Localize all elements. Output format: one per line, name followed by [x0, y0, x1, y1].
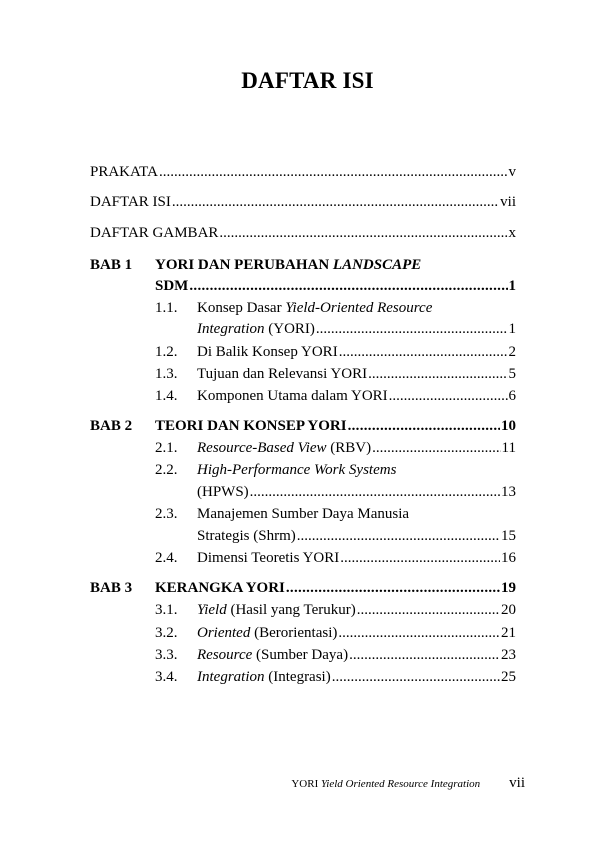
toc-entry-2-3[interactable] — [197, 526, 516, 546]
page-number: vii — [509, 775, 525, 791]
toc-page: 11 — [501, 440, 516, 456]
chapter-number: BAB 3 — [90, 580, 133, 596]
footer-text: YORI — [291, 778, 321, 790]
toc-page: 15 — [501, 528, 516, 544]
section-title-line1[interactable] — [197, 460, 396, 480]
leader-dots — [219, 223, 507, 243]
toc-label: DAFTAR GAMBAR — [90, 225, 219, 241]
toc-page: vii — [500, 194, 516, 210]
section-text: (Sumber Daya) — [252, 647, 349, 663]
leader-dots — [189, 276, 507, 296]
leader-dots — [316, 319, 508, 339]
section-text: (Hasil yang Terukur) — [226, 602, 356, 618]
section-number: 3.1. — [155, 602, 178, 618]
section-title — [197, 667, 331, 687]
section-emphasis: Resource — [197, 647, 253, 663]
toc-label: DAFTAR ISI — [90, 194, 171, 210]
section-emphasis: Integration — [197, 669, 265, 685]
section-number: 1.4. — [155, 388, 178, 404]
toc-entry-daftar-gambar[interactable] — [90, 223, 516, 243]
section-title — [197, 438, 371, 458]
toc-page: 25 — [501, 669, 516, 685]
toc-entry-daftar-isi[interactable] — [90, 192, 516, 212]
toc-entry-3-3[interactable] — [197, 645, 516, 665]
leader-dots — [389, 386, 508, 406]
toc-entry-2-4[interactable] — [197, 548, 516, 568]
chapter-title-text: YORI DAN PERUBAHAN — [155, 257, 333, 273]
running-footer-text — [291, 778, 480, 790]
section-number: 2.2. — [155, 462, 178, 478]
section-emphasis: High-Performance Work Systems — [197, 462, 397, 478]
leader-dots — [159, 162, 508, 182]
section-title-line2: (HPWS) — [197, 484, 249, 500]
leader-dots — [368, 364, 507, 384]
section-title-line1[interactable] — [197, 298, 432, 318]
toc-entry-2-2[interactable] — [197, 482, 516, 502]
leader-dots — [332, 667, 500, 687]
leader-dots — [349, 645, 500, 665]
toc-entry-3-4[interactable] — [197, 667, 516, 687]
toc-page: 13 — [501, 484, 516, 500]
section-text: Konsep Dasar — [197, 300, 286, 316]
section-number: 1.2. — [155, 344, 178, 360]
toc-entry-2-1[interactable] — [197, 438, 516, 458]
toc-page: 6 — [508, 388, 516, 404]
toc-page: 5 — [508, 366, 516, 382]
chapter-number: BAB 1 — [90, 257, 133, 273]
chapter-title[interactable] — [155, 255, 421, 275]
toc-entry-1-4[interactable] — [197, 386, 516, 406]
section-title-line1[interactable]: Manajemen Sumber Daya Manusia — [197, 506, 410, 522]
toc-entry-prakata[interactable] — [90, 162, 516, 182]
footer-emphasis: Yield Oriented Resource Integration — [320, 778, 481, 790]
chapter-title-cont: SDM — [155, 278, 189, 294]
toc-page: 1 — [508, 278, 516, 294]
toc-entry-1-3[interactable] — [197, 364, 516, 384]
toc-entry-1-2[interactable] — [197, 342, 516, 362]
leader-dots — [339, 342, 508, 362]
section-title: Di Balik Konsep YORI — [197, 344, 338, 360]
section-emphasis: Resource-Based View — [197, 440, 327, 456]
leader-dots — [340, 548, 500, 568]
chapter-title: TEORI DAN KONSEP YORI — [155, 418, 347, 434]
section-text: (Integrasi) — [264, 669, 331, 685]
leader-dots — [348, 416, 500, 436]
leader-dots — [372, 438, 500, 458]
leader-dots — [172, 192, 499, 212]
section-number: 3.3. — [155, 647, 178, 663]
section-number: 2.4. — [155, 550, 178, 566]
toc-page: x — [508, 225, 516, 241]
section-title — [197, 645, 348, 665]
section-number: 1.3. — [155, 366, 178, 382]
toc-entry-3-1[interactable] — [197, 600, 516, 620]
leader-dots — [297, 526, 500, 546]
section-text: (RBV) — [326, 440, 372, 456]
toc-entry-3-2[interactable] — [197, 623, 516, 643]
toc-page: 20 — [501, 602, 516, 618]
toc-entry-bab3[interactable] — [155, 578, 516, 598]
page-title: DAFTAR ISI — [241, 68, 374, 93]
toc-page: 23 — [501, 647, 516, 663]
section-number: 2.1. — [155, 440, 178, 456]
toc-entry-1-1[interactable] — [197, 319, 516, 339]
section-emphasis: Oriented — [197, 625, 251, 641]
section-title — [197, 623, 337, 643]
leader-dots — [338, 623, 500, 643]
section-title: Tujuan dan Relevansi YORI — [197, 366, 368, 382]
section-title — [197, 600, 356, 620]
section-title: Komponen Utama dalam YORI — [197, 388, 388, 404]
section-emphasis: Integration — [197, 321, 265, 337]
section-number: 1.1. — [155, 300, 178, 316]
leader-dots — [357, 600, 500, 620]
toc-entry-bab1[interactable] — [155, 276, 516, 296]
section-number: 2.3. — [155, 506, 178, 522]
chapter-number: BAB 2 — [90, 418, 133, 434]
toc-entry-bab2[interactable] — [155, 416, 516, 436]
chapter-title-emphasis: LANDSCAPE — [332, 257, 422, 273]
toc-page: 2 — [508, 344, 516, 360]
toc-page: 16 — [501, 550, 516, 566]
leader-dots — [286, 578, 500, 598]
section-emphasis: Yield — [197, 602, 227, 618]
toc-page: 21 — [501, 625, 516, 641]
section-title-line2: Strategis (Shrm) — [197, 528, 296, 544]
toc-label: PRAKATA — [90, 164, 158, 180]
toc-page: 1 — [508, 321, 516, 337]
section-emphasis: Yield-Oriented Resource — [285, 300, 433, 316]
section-number: 3.2. — [155, 625, 178, 641]
toc-page: 10 — [501, 418, 516, 434]
section-title: Dimensi Teoretis YORI — [197, 550, 340, 566]
leader-dots — [250, 482, 500, 502]
page-footer — [0, 775, 525, 792]
chapter-title: KERANGKA YORI — [155, 580, 285, 596]
toc-page: v — [508, 164, 516, 180]
section-number: 3.4. — [155, 669, 178, 685]
toc-page: 19 — [501, 580, 516, 596]
section-text: (YORI) — [264, 321, 315, 337]
section-text: (Berorientasi) — [250, 625, 338, 641]
section-title-line2 — [197, 319, 315, 339]
